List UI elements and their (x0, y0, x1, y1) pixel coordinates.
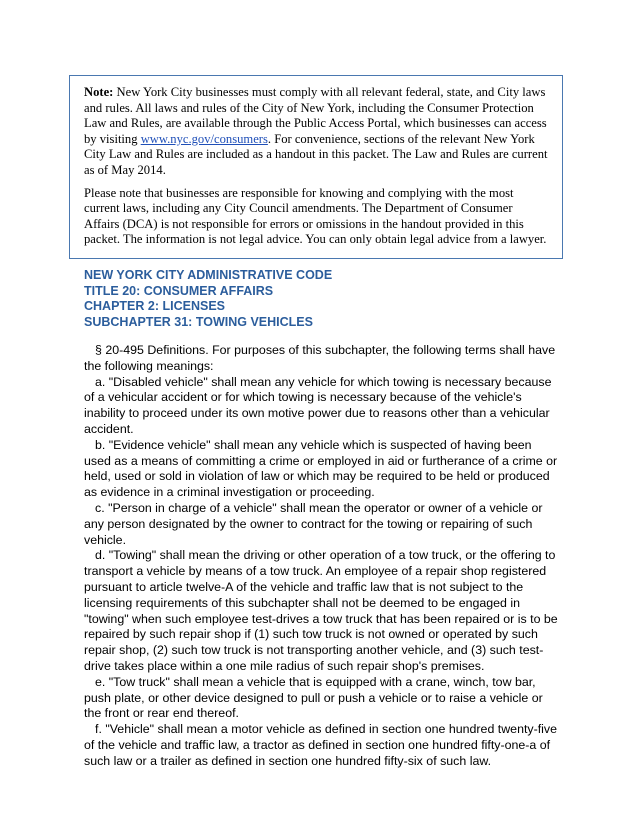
definition-b: b. "Evidence vehicle" shall mean any vehicle which is suspected of having been used as a means of committing a crime or employed in aid or furtherance of a crime or held, used or sold in violation of law or which may be required to be held or produced as evidence in a criminal investigation or proceeding. (84, 437, 558, 500)
note-label: Note: (84, 85, 114, 99)
subchapter-heading: SUBCHAPTER 31: TOWING VEHICLES (84, 314, 313, 329)
definition-c: c. "Person in charge of a vehicle" shall mean the operator or owner of a vehicle or any person designated by the owner to contract for the towing or repairing of such vehicle. (84, 500, 543, 547)
definition-f: f. "Vehicle" shall mean a motor vehicle as defined in section one hundred twenty-five of the vehicle and traffic law, a tractor as defined in section one hundred fifty-one-a of such law or a trailer as defined in section one hundred fifty-six of such law. (84, 722, 558, 768)
consumers-link[interactable]: www.nyc.gov/consumers (140, 131, 268, 146)
note-box (69, 75, 563, 259)
note-paragraph-1 (84, 85, 550, 179)
note-text-after-link: . For convenience, sections of the relevant New York City Law and Rules are included as a handout in this packet. The Law and Rules are current as of May 2014. (84, 131, 548, 177)
definition-e: e. "Tow truck" shall mean a vehicle that is equipped with a crane, winch, tow bar, push plate, or other device designed to pull or push a vehicle or to raise a vehicle or the front or rear end thereof. (84, 674, 543, 721)
note-text-before-link: New York City businesses must comply with all relevant federal, state, and City laws and rules. All laws and rules of the City of New York, including the Consumer Protection Law and Rules, are available through the Public Access Portal, which businesses can access by visiting (84, 85, 547, 146)
definition-a: a. "Disabled vehicle" shall mean any vehicle for which towing is necessary because of a vehicular accident or for which towing is necessary because of the vehicle's inability to proceed under its own motive power due to reasons other than a vehicular accident. (84, 374, 552, 436)
title-heading: TITLE 20: CONSUMER AFFAIRS (84, 283, 274, 298)
code-heading: NEW YORK CITY ADMINISTRATIVE CODE (84, 268, 333, 282)
chapter-heading: CHAPTER 2: LICENSES (84, 299, 225, 314)
definition-d: d. "Towing" shall mean the driving or other operation of a tow truck, or the offering to transport a vehicle by means of a tow truck. An employee of a repair shop registered pursuant to article twelve-A of the vehicle and traffic law that is not subject to the licensing requirements of this subchapter shall not be deemed to be engaged in "towing" when such employee test-drives a tow truck that has been repaired or is to be repaired by such repair shop if (1) such tow truck is not owned or operated by such repair shop, (2) such tow truck is not transporting another vehicle, and (3) such test-drive takes place within a one mile radius of such repair shop's premises. (84, 548, 558, 673)
definitions-body (84, 343, 560, 770)
section-headings (84, 268, 332, 330)
definitions-intro: § 20-495 Definitions. For purposes of this subchapter, the following terms shall have the following meanings: (84, 343, 556, 373)
note-paragraph-2: Please note that businesses are responsible for knowing and complying with the most current laws, including any City Council amendments. The Department of Consumer Affairs (DCA) is not responsible for errors or omissions in the handout provided in this packet. The information is not legal advice. You can only obtain legal advice from a lawyer. (84, 185, 547, 247)
